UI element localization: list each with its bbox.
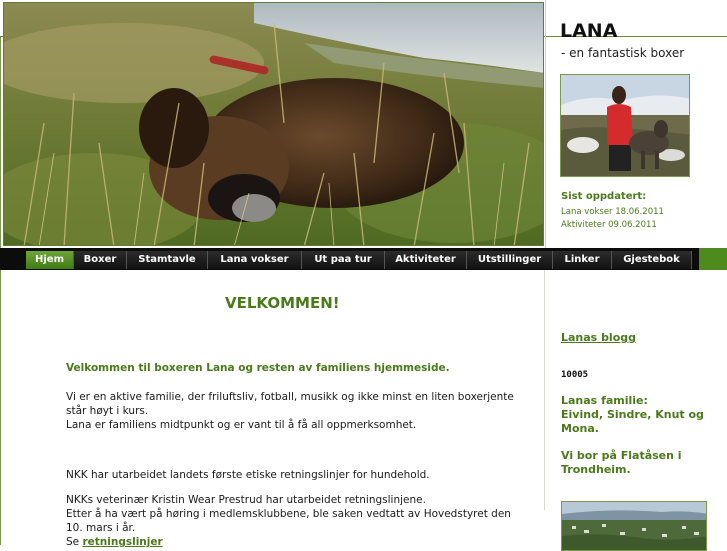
welcome-heading: VELKOMMEN! bbox=[225, 294, 340, 312]
woman-with-dog-photo bbox=[561, 75, 690, 177]
dog-in-grass-photo bbox=[4, 3, 544, 246]
main-nav bbox=[0, 248, 727, 270]
body-text: NKKs veterinær Kristin Wear Prestrud har utarbeidet retningslinjene. bbox=[66, 494, 426, 506]
header-divider bbox=[545, 0, 546, 250]
nav-item-stamtavle[interactable]: Stamtavle bbox=[127, 251, 208, 269]
nav-item-ut-paa-tur[interactable]: Ut paa tur bbox=[302, 251, 385, 269]
guidelines-link[interactable]: retningslinjer bbox=[82, 536, 163, 548]
nav-spacer bbox=[0, 248, 26, 270]
town-photo bbox=[561, 501, 707, 551]
nav-item-lana-vokser[interactable]: Lana vokser bbox=[208, 251, 302, 269]
family-info bbox=[561, 394, 711, 436]
home-info: Vi bor på Flatåsen i Trondheim. bbox=[561, 449, 682, 476]
site-subtitle: - en fantastisk boxer bbox=[561, 46, 685, 60]
nav-item-boxer[interactable]: Boxer bbox=[74, 251, 127, 269]
body-text: 10. mars i år. bbox=[66, 522, 136, 534]
see-prefix: Se bbox=[66, 536, 83, 548]
nav-accent-block bbox=[699, 248, 727, 270]
city-landscape-photo bbox=[562, 502, 707, 551]
hero-photo bbox=[3, 2, 544, 246]
content-divider bbox=[544, 270, 545, 510]
body-text: Etter å ha vært på høring i medlemsklubbene, ble saken vedtatt av Hovedstyret den bbox=[66, 508, 511, 520]
family-members: Eivind, Sindre, Knut og Mona. bbox=[561, 408, 704, 435]
body-text: står høyt i kurs. bbox=[66, 405, 149, 417]
body-text: NKK har utarbeidet landets første etiske retningslinjer for hundehold. bbox=[66, 469, 430, 481]
nav-item-aktiviteter[interactable]: Aktiviteter bbox=[385, 251, 467, 269]
last-updated-title: Sist oppdatert: bbox=[561, 191, 647, 202]
last-updated-line: Lana vokser 18.06.2011 bbox=[561, 207, 664, 217]
welcome-lead: Velkommen til boxeren Lana og resten av familiens hjemmeside. bbox=[66, 362, 450, 374]
nav-item-hjem[interactable]: Hjem bbox=[26, 251, 74, 269]
blog-link[interactable]: Lanas blogg bbox=[561, 331, 637, 344]
see-guidelines-line bbox=[66, 535, 163, 549]
family-label: Lanas familie: bbox=[561, 394, 648, 407]
portrait-photo bbox=[560, 74, 690, 177]
site-title: LANA bbox=[560, 20, 618, 42]
visitor-counter: 10005 bbox=[561, 370, 589, 380]
last-updated-line: Aktiviteter 09.06.2011 bbox=[561, 220, 657, 230]
nav-item-utstillinger[interactable]: Utstillinger bbox=[467, 251, 553, 269]
body-text: Vi er en aktive familie, der friluftsliv, fotball, musikk og ikke minst en liten boxerjente bbox=[66, 391, 514, 403]
nav-item-gjestebok[interactable]: Gjestebok bbox=[612, 251, 692, 269]
body-text: Lana er familiens midtpunkt og er vant til å få all oppmerksomhet. bbox=[66, 419, 417, 431]
nav-item-linker[interactable]: Linker bbox=[553, 251, 612, 269]
